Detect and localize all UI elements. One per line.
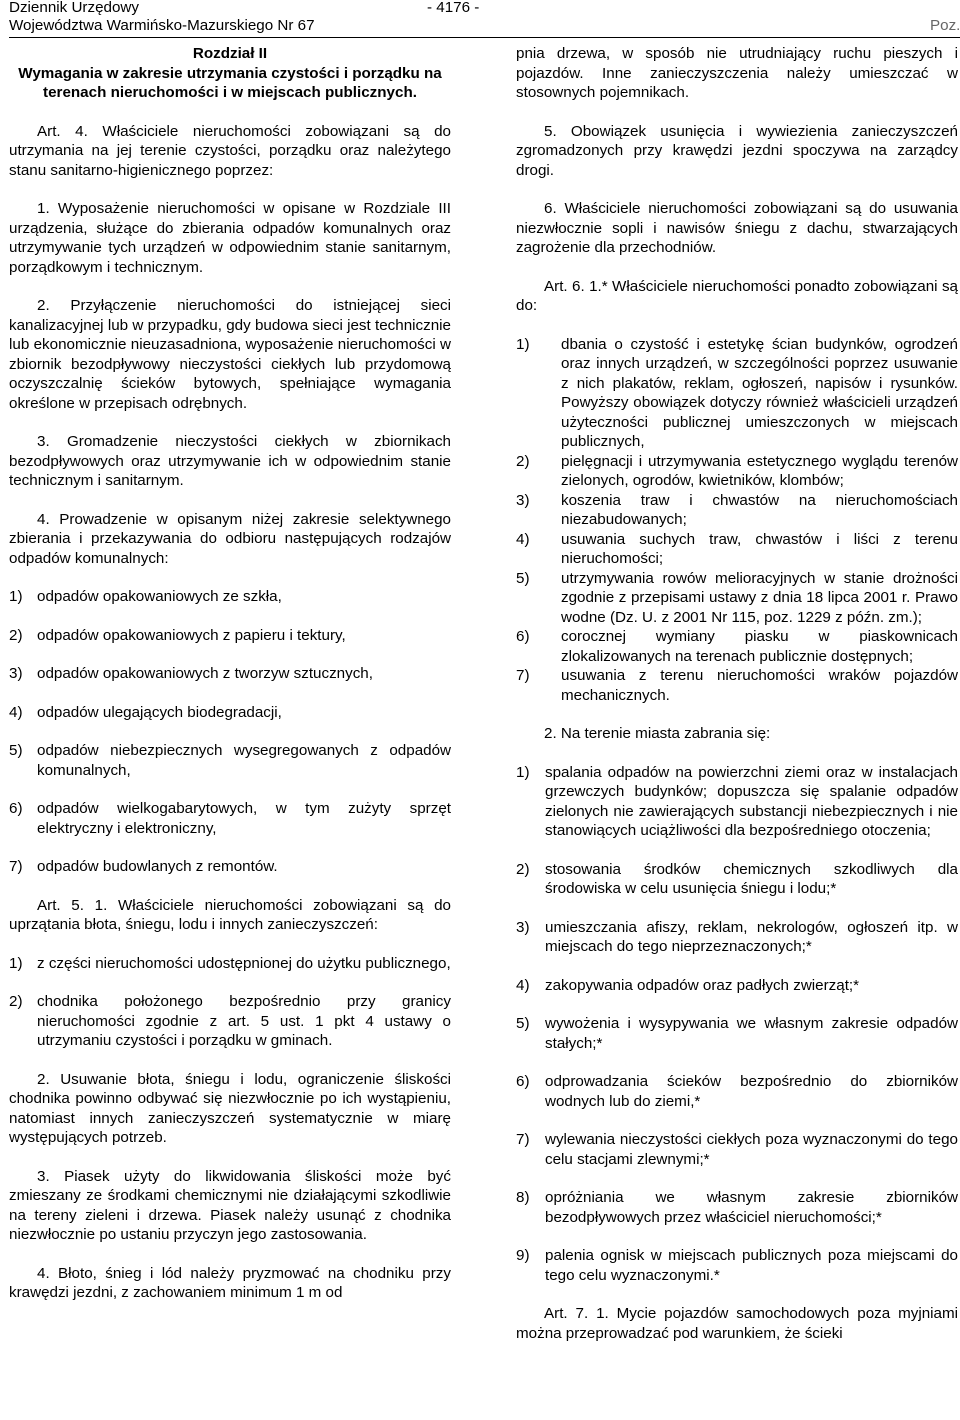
- continued-paragraph: pnia drzewa, w sposób nie utrudniający ruchu pieszych i pojazdów. Inne zanieczyszczenia należy umieszczać w stosownych pojemnikach.: [516, 45, 958, 101]
- position-label: Poz.: [930, 17, 960, 34]
- art5-paragraph-4: 4. Błoto, śnieg i lód należy pryzmować na chodniku przy krawędzi jezdni, z zachowaniem minimum 1 m od: [9, 1264, 451, 1301]
- list-item: 7) wylewania nieczystości ciekłych poza wyznaczonymi do tego celu stacjami zlewnymi;*: [516, 1131, 958, 1168]
- list-item: 6) corocznej wymiany piasku w piaskownicach zlokalizowanych na terenach publicznie dostępnych;: [516, 628, 958, 665]
- page-header: [0, 0, 960, 36]
- journal-province: Województwa Warmińsko-Mazurskiego Nr 67: [9, 17, 315, 34]
- list-item: 1) dbania o czystość i estetykę ścian budynków, ogrodzeń oraz innych urządzeń, w szczególności poprzez usuwanie z nich plakatów, reklam, ogłoszeń, napisów i rysunków. Powyższy obowiązek dotyczy również właścicieli urządzeń użyteczności publicznej umieszczonych w miejscach publicznych,: [516, 335, 958, 450]
- art6-intro: Art. 6. 1.* Właściciele nieruchomości ponadto zobowiązani są do:: [516, 277, 958, 314]
- chapter-title: Wymagania w zakresie utrzymania czystości i porządku na terenach nieruchomości i w miejscach publicznych.: [18, 64, 442, 101]
- list-item: 7) usuwania z terenu nieruchomości wraków pojazdów mechanicznych.: [516, 667, 958, 704]
- journal-title: Dziennik Urzędowy: [9, 0, 139, 16]
- header-divider: [9, 37, 960, 38]
- art4-paragraph-4: 4. Prowadzenie w opisanym niżej zakresie selektywnego zbierania i przekazywania do odbioru następujących rodzajów odpadów komunalnych:: [9, 510, 451, 567]
- art4-paragraph-2: 2. Przyłączenie nieruchomości do istniejącej sieci kanalizacyjnej lub w przypadku, gdy budowa sieci jest technicznie lub ekonomicznie nieuzasadniona, wyposażenie nieruchomości w zbiornik bezodpływowy nieczystości ciekłych lub przydomową oczyszczalnię ścieków bytowych, spełniające wymagania określone w przepisach odrębnych.: [9, 297, 451, 412]
- list-item: 6) odprowadzania ścieków bezpośrednio do zbiorników wodnych lub do ziemi,*: [516, 1073, 958, 1110]
- art5-paragraph-6: 6. Właściciele nieruchomości zobowiązani są do usuwania niezwłocznie sopli i nawisów śniegu z dachu, stwarzających zagrożenie dla przechodniów.: [516, 200, 958, 256]
- list-item: 6) odpadów wielkogabarytowych, w tym zużyty sprzęt elektryczny i elektroniczny,: [9, 800, 451, 837]
- list-item: 4) odpadów ulegających biodegradacji,: [9, 703, 282, 721]
- list-item: 5) utrzymywania rowów melioracyjnych w stanie drożności zgodnie z przepisami ustawy z dnia 18 lipca 2001 r. Prawo wodne (Dz. U. z 2001 Nr 115, poz. 1229 z późn. zm.);: [516, 569, 958, 626]
- list-item: 2) chodnika położonego bezpośrednio przy granicy nieruchomości zgodnie z art. 5 ust. 1 pkt 4 ustawy o utrzymaniu czystości i porządku w gminach.: [9, 993, 451, 1049]
- art4-intro: Art. 4. Właściciele nieruchomości zobowiązani są do utrzymania na jej terenie czystości, porządku oraz należytego stanu sanitarno-higienicznego poprzez:: [9, 122, 451, 179]
- art4-paragraph-3: 3. Gromadzenie nieczystości ciekłych w zbiornikach bezodpływowych oraz utrzymywanie ich w odpowiednim stanie technicznym i sanitarnym.: [9, 433, 451, 489]
- art4-paragraph-1: 1. Wyposażenie nieruchomości w opisane w Rozdziale III urządzenia, służące do zbierania odpadów komunalnych oraz utrzymywanie tych urządzeń w odpowiednim stanie sanitarnym, porządkowym i technicznym.: [9, 200, 451, 276]
- right-column: [516, 44, 958, 1343]
- chapter-number: Rozdział II: [192, 45, 268, 62]
- list-item: 1) z części nieruchomości udostępnionej do użytku publicznego,: [9, 954, 451, 972]
- list-item: 5) odpadów niebezpiecznych wysegregowanych z odpadów komunalnych,: [9, 742, 451, 779]
- art6-paragraph-2: 2. Na terenie miasta zabrania się:: [544, 725, 771, 742]
- list-item: 3) odpadów opakowaniowych z tworzyw sztucznych,: [9, 665, 373, 682]
- list-item: 3) umieszczania afiszy, reklam, nekrologów, ogłoszeń itp. w miejscach do tego nieprzeznaczonych;*: [516, 918, 958, 955]
- list-item: 2) stosowania środków chemicznych szkodliwych dla środowiska w celu usunięcia śniegu i lodu;*: [516, 860, 958, 897]
- left-column: [9, 44, 451, 1303]
- list-item: 2) pielęgnacji i utrzymywania estetycznego wyglądu terenów zielonych, ogrodów, kwietników, klombów;: [516, 452, 958, 489]
- list-item: 2) odpadów opakowaniowych z papieru i tektury,: [9, 626, 346, 644]
- art5-paragraph-3: 3. Piasek użyty do likwidowania śliskości może być zmieszany ze środkami chemicznymi nie działającymi szkodliwie na tereny zieleni i drzewa. Piasek należy usunąć z chodnika niezwłocznie po ustaniu przyczyn jego zastosowania.: [9, 1167, 451, 1243]
- list-item: 3) koszenia traw i chwastów na nieruchomościach niezabudowanych;: [516, 491, 958, 528]
- page-number: - 4176 -: [427, 0, 480, 16]
- list-item: 4) zakopywania odpadów oraz padłych zwierząt;*: [516, 976, 860, 994]
- list-item: 1) spalania odpadów na powierzchni ziemi oraz w instalacjach grzewczych budynków; dopuszcza się spalanie odpadów zielonych nie zawierających substancji niebezpiecznych i nie stanowiących uciążliwości dla bezpośredniego otoczenia;: [516, 763, 958, 839]
- ban-list: [516, 763, 958, 1286]
- art5-list: [9, 954, 451, 1051]
- art5-intro: Art. 5. 1. Właściciele nieruchomości zobowiązani są do uprzątania błota, śniegu, lodu i innych zanieczyszczeń:: [9, 896, 451, 933]
- list-item: 4) usuwania suchych traw, chwastów i liści z terenu nieruchomości;: [516, 530, 958, 567]
- art5-paragraph-2: 2. Usuwanie błota, śniegu i lodu, ograniczenie śliskości chodnika powinno odbywać się niezwłocznie po ich wystąpieniu, natomiast innych zanieczyszczeń systematycznie w miarę występujących potrzeb.: [9, 1070, 451, 1146]
- list-item: 9) palenia ognisk w miejscach publicznych poza miejscami do tego celu wyznaczonymi.*: [516, 1247, 958, 1284]
- list-item: 8) opróżniania we własnym zakresie zbiorników bezodpływowych przez właściciel nieruchomości;*: [516, 1189, 958, 1226]
- list-item: 7) odpadów budowlanych z remontów.: [9, 858, 278, 875]
- waste-list: [9, 587, 451, 877]
- list-item: 5) wywożenia i wysypywania we własnym zakresie odpadów stałych;*: [516, 1015, 958, 1052]
- list-item: 1) odpadów opakowaniowych ze szkła,: [9, 588, 282, 605]
- art7-intro: Art. 7. 1. Mycie pojazdów samochodowych poza myjniami można przeprowadzać pod warunkiem, że ścieki: [516, 1305, 958, 1342]
- art5-paragraph-5: 5. Obowiązek usunięcia i wywiezienia zanieczyszczeń zgromadzonych przy krawędzi jezdni spoczywa na zarządcy drogi.: [516, 122, 958, 179]
- art6-list: [516, 335, 958, 706]
